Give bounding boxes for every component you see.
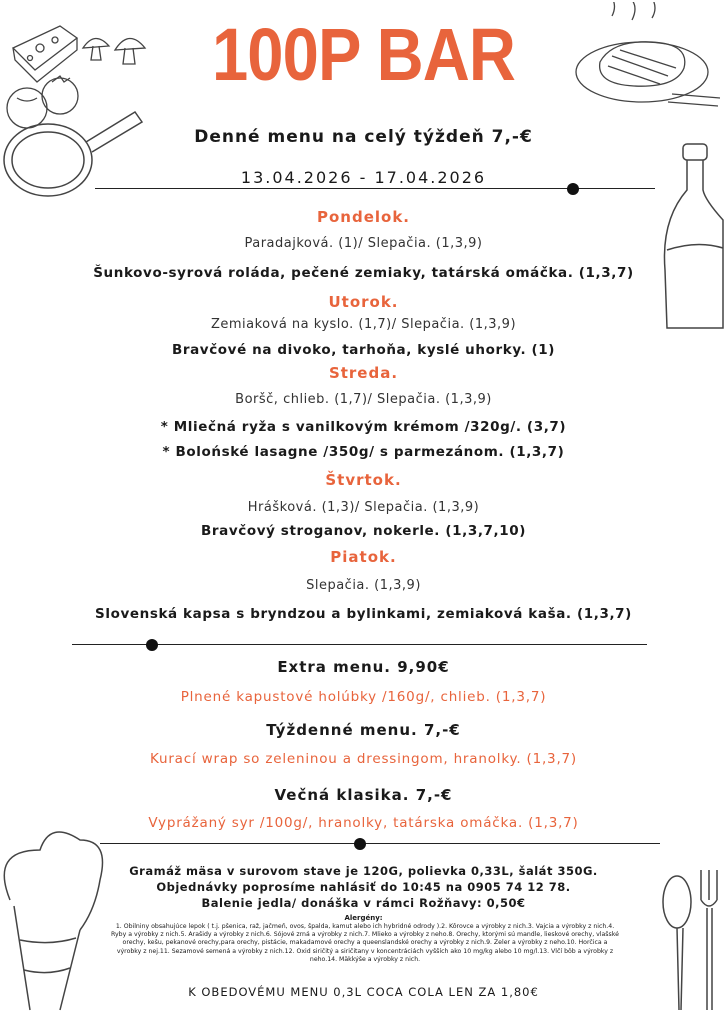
- divider-bottom: [100, 843, 660, 844]
- main-wednesday-1: * Mliečná ryža s vanilkovým krémom /320g/. (3,7): [160, 419, 567, 435]
- day-monday: Pondelok.: [316, 208, 410, 226]
- weekly-menu-item: Kurací wrap so zeleninou a dressingom, hranolky. (1,3,7): [150, 751, 577, 767]
- main-friday: Slovenská kapsa s bryndzou a bylinkami, zemiaková kaša. (1,3,7): [95, 606, 632, 622]
- soup-wednesday: Boršč, chlieb. (1,7)/ Slepačia. (1,3,9): [235, 392, 492, 407]
- classic-menu-title: Večná klasika. 7,-€: [274, 786, 453, 804]
- note-packaging: Balenie jedla/ donáška v rámci Rožňavy: 0,50€: [201, 896, 526, 910]
- main-wednesday-2: * Bolońské lasagne /350g/ s parmezánom. (1,3,7): [162, 444, 565, 460]
- main-thursday: Bravčový stroganov, nokerle. (1,3,7,10): [200, 523, 527, 539]
- soup-tuesday: Zemiaková na kyslo. (1,7)/ Slepačia. (1,3,9): [210, 317, 517, 332]
- day-thursday: Štvrtok.: [325, 471, 402, 489]
- soup-thursday: Hrášková. (1,3)/ Slepačia. (1,3,9): [247, 500, 480, 515]
- soup-friday: Slepačia. (1,3,9): [306, 578, 421, 593]
- restaurant-title: 100P BAR: [211, 13, 516, 96]
- day-tuesday: Utorok.: [328, 293, 399, 311]
- frying-pan-sketch-icon: [0, 100, 150, 210]
- main-tuesday: Bravčové na divoko, tarhoňa, kyslé uhorky. (1): [171, 342, 556, 358]
- weekly-menu-title: Týždenné menu. 7,-€: [266, 721, 461, 739]
- day-wednesday: Streda.: [328, 364, 399, 382]
- day-friday: Piatok.: [330, 548, 397, 566]
- weekly-menu-subtitle: Denné menu na celý týždeň 7,-€: [194, 127, 533, 147]
- extra-menu-item: Plnené kapustové holúbky /160g/, chlieb. (1,3,7): [180, 689, 547, 705]
- soup-monday: Paradajková. (1)/ Slepačia. (1,3,9): [244, 236, 483, 251]
- divider-ornament-top: [567, 183, 579, 195]
- extra-menu-title: Extra menu. 9,90€: [277, 658, 450, 676]
- allergens-title: Alergény:: [344, 914, 383, 922]
- menu-date-range: 13.04.2026 - 17.04.2026: [240, 168, 487, 187]
- main-monday: Šunkovo-syrová roláda, pečené zemiaky, tatárská omáčka. (1,3,7): [93, 265, 634, 281]
- note-portions: Gramáž mäsa v surovom stave je 120G, polievka 0,33L, šalát 350G.: [129, 864, 598, 878]
- divider-ornament-middle: [146, 639, 158, 651]
- allergens-list: 1. Obilniny obsahujúce lepok ( t.j. pšenica, raž, jačmeň, ovos, špalda, kamut alebo ich hybridné odrody ).2. Kôrovce a výrobky z nich.3. Vajcia a výrobky z nich.4. Ryby a výrobky z nich.5. Arašidy a výrobky z nich.6. Sójové zrná a výrobky z nich.7. Mlieko a výrobky z neho.8. Orechy, ktorými sú mandle, lieskové orechy, vlašské orechy, kešu, pekanové orechy,para orechy, pistácie, makadamové orechy a queenslandské orechy a výrobky z nich.9. Zeler a výrobky z neho.10. Horčica a výrobky z nej.11. Sezamové semená a výrobky z nich.12. Oxid siričitý a siričitany v koncentráciách vyšších ako 10 mg/kg alebo 10 mg/l.13. Vlčí bôb a výrobky z neho.14. Mäkkýše a výrobky z nich.: [111, 923, 619, 963]
- divider-ornament-bottom: [354, 838, 366, 850]
- note-orders: Objednávky poprosíme nahlásiť do 10:45 na 0905 74 12 78.: [156, 880, 571, 894]
- footer-coca-cola-offer: K OBEDOVÉMU MENU 0,3L COCA COLA LEN ZA 1,80€: [188, 985, 539, 999]
- classic-menu-item: Vyprážaný syr /100g/, hranolky, tatárska omáčka. (1,3,7): [148, 815, 579, 831]
